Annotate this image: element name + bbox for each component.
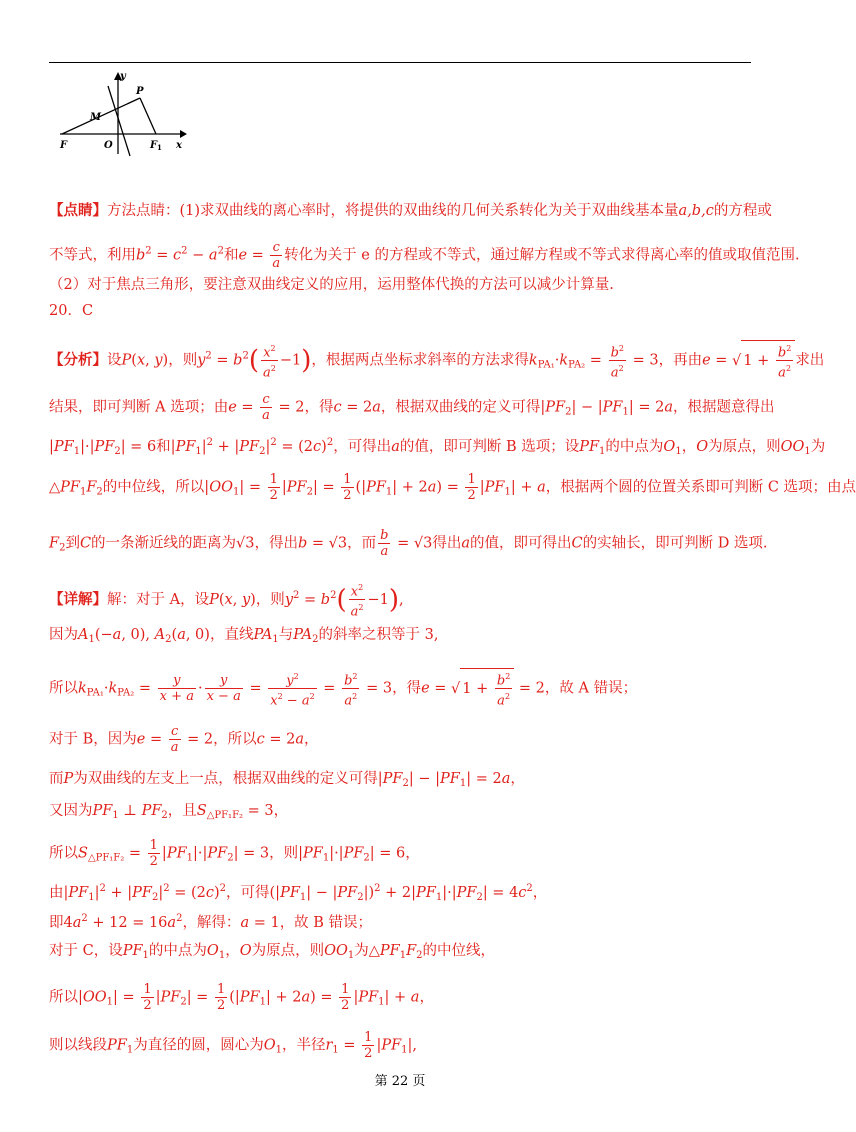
tip-line-2: 不等式，利用$b^2 = c^2 - a^2$和e = $\frac{c}{a}$ 转化为关于 e 的方程或不等式，通过解方程或不等式求得离心率的值或取值范围. xyxy=(49,240,800,271)
analysis-line-5: $F_2$到C的一条渐近线的距离为√3，得出b = √3，而 $\frac{b}{a}$ = √3得出a的值，即可得出C的实轴长，即可判断 D 选项. xyxy=(49,528,768,559)
question-number: 20．C xyxy=(49,303,94,319)
detail-line-11: 所以$|OO_1|$ = $\frac{1}{2}$ $|PF_2|$ = $\frac{1}{2}$ $(|PF_1| + 2a)$ = $\frac{1}{2}$ $|PF_1| + a$， xyxy=(49,982,434,1013)
detail-line-7: 所以$S_{\triangle PF_1F_2}$ = $\frac{1}{2}$ $|PF_1|\cdot|PF_2| = 3$，则$|PF_1|\cdot|PF_2| = 6$， xyxy=(49,838,420,869)
detail-line-9: 即$4a^2 + 12 = 16a^2$，解得：a = 1，故 B 错误； xyxy=(49,913,373,931)
x-axis-arrow xyxy=(180,130,187,138)
detail-line-10: 对于 C，设$PF_1$的中点为$O_1$，O为原点，则$OO_1$为$\triangle PF_1F_2$的中位线， xyxy=(49,943,496,961)
tip-line-1: 【点睛】方法点睛：(1)求双曲线的离心率时，将提供的双曲线的几何关系转化为关于双曲线基本量a,b,c的方程或 xyxy=(49,202,772,219)
label-p: P xyxy=(136,86,144,97)
detail-line-12: 则以线段$PF_1$为直径的圆，圆心为$O_1$，半径$r_1$ = $\frac{1}{2}$ $|PF_1|$, xyxy=(49,1030,418,1061)
label-y: y xyxy=(120,71,126,82)
detail-line-1: 【详解】解：对于 A，设P(x, y)，则$y^2 = b^2$( $\frac{x^2}{a^2}$ −1), xyxy=(49,580,755,620)
analysis-line-3: $|PF_1|\cdot|PF_2| = 6$和$|PF_1|^2 + |PF_2|^2 = (2c)^2$，可得出a的值，即可判断 B 选项；设$PF_1$的中点为$O_1$，O为原点，则$OO_1$为 xyxy=(49,437,826,457)
label-f: F xyxy=(60,140,68,151)
header-rule xyxy=(49,62,751,63)
detail-line-4: 对于 B，因为e = $\frac{c}{a}$ = 2，所以c = 2a， xyxy=(49,724,319,755)
analysis-line-2: 结果，即可判断 A 选项；由e = $\frac{c}{a}$ = 2，得c = 2a，根据双曲线的定义可得$|PF_2| - |PF_1| = 2a$，根据题意得出 xyxy=(49,392,775,423)
page-number: 第 22 页 xyxy=(374,1074,426,1089)
detail-line-3: 所以$k_{PA_1}\cdot k_{PA_2}$ = $\frac{y}{x + a}$ · $\frac{y}{x - a}$ = $\frac{y^2}{x^2 - a^2}$ = $\frac{b^2}{a^2}$ = 3，得e = √ 1 + $\frac{b^2}{a^2}$ = 2，故 A 错误； xyxy=(49,668,755,709)
label-f1-sub: 1 xyxy=(157,143,162,152)
label-o: O xyxy=(104,140,113,151)
detail-line-5: 而P为双曲线的左支上一点，根据双曲线的定义可得$|PF_2| - |PF_1| = 2a$， xyxy=(49,771,525,789)
detail-line-6: 又因为$PF_1$ ⊥ $PF_2$，且$S_{\triangle PF_1F_2} = 3$， xyxy=(49,803,289,821)
hyperbola-figure xyxy=(52,68,192,158)
analysis-line-4: $\triangle PF_1F_2$的中位线，所以$|OO_1|$ = $\frac{1}{2}$ $|PF_2|$ = $\frac{1}{2}$ $(|PF_1| + 2a)$ = $\frac{1}{2}$ $|PF_1| + a$，根据两个圆的位置关系即可判断 C 选项；由点 xyxy=(49,472,856,503)
segment-pf1 xyxy=(140,98,156,134)
label-f1: F xyxy=(150,140,158,151)
detail-line-8: 由$|PF_1|^2 + |PF_2|^2 = (2c)^2$，可得$(|PF_1| - |PF_2|)^2 + 2|PF_1|\cdot|PF_2| = 4c^2$， xyxy=(49,883,548,903)
label-x: x xyxy=(176,140,182,151)
tip-line-3: （2）对于焦点三角形，要注意双曲线定义的应用，运用整体代换的方法可以减少计算量. xyxy=(49,277,614,293)
label-m: M xyxy=(90,112,102,123)
analysis-line-1: 【分析】设P(x, y)，则$y^2 = b^2$( $\frac{x^2}{a^2}$ −1)，根据两点坐标求斜率的方法求得$k_{PA_1}\cdot k_{PA_2}$ = $\frac{b^2}{a^2}$ = 3，再由e = √ 1 + $\frac{b^2}{a^2}$ 求出 xyxy=(49,340,755,381)
detail-line-2: 因为$A_1(-a$, 0), $A_2(a$, 0)，直线$PA_1$与$PA_2$的斜率之积等于 3, xyxy=(49,627,439,645)
